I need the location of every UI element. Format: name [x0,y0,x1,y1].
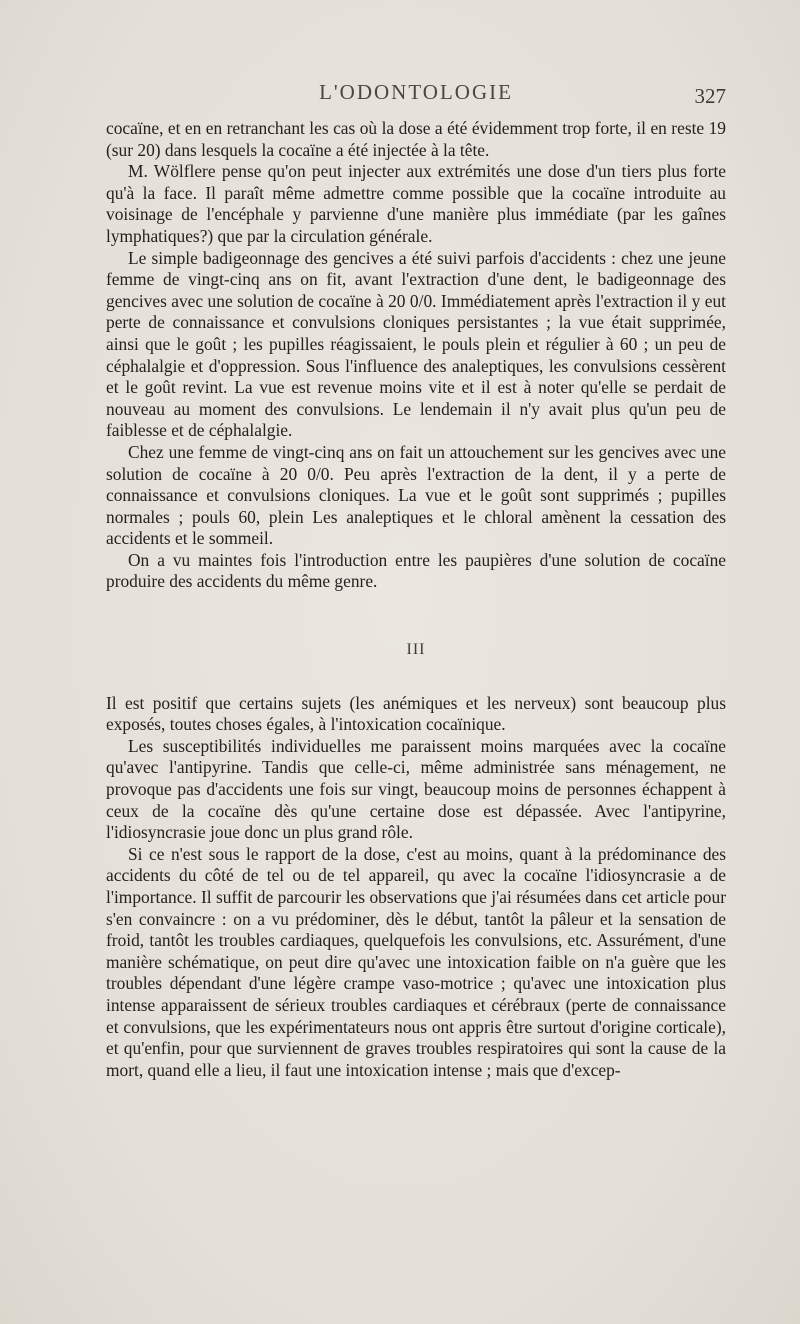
paragraph: Chez une femme de vingt-cinq ans on fait un attouchement sur les gencives avec une solution de cocaïne à 20 0/0. Peu après l'extraction de la dent, il y a perte de connaissance et convulsions cloniques. La vue et le goût sont supprimés ; pupilles normales ; pouls 60, plein Les analeptiques et le chloral amènent la cessation des accidents et le sommeil. [106,441,726,549]
paragraph: Il est positif que certains sujets (les anémiques et les nerveux) sont beaucoup plus exposés, toutes choses égales, à l'intoxication cocaïnique. [106,692,726,735]
paragraph: cocaïne, et en en retranchant les cas où la dose a été évidemment trop forte, il en reste 19 (sur 20) dans lesquels la cocaïne a été injectée à la tête. [106,118,726,160]
paragraph: M. Wölflere pense qu'on peut injecter aux extrémités une dose d'un tiers plus forte qu'à la face. Il paraît même admettre comme possible que la cocaïne introduite au voisinage de l'encéphale y parvienne d'une manière plus immédiate (par les gaînes lymphatiques?) que par la circulation générale. [106,161,726,246]
body-text [106,118,726,1081]
paragraph: On a vu maintes fois l'introduction entre les paupières d'une solution de cocaïne produire des accidents du même genre. [106,549,726,592]
journal-title: L'ODONTOLOGIE [319,80,513,104]
paragraph: Le simple badigeonnage des gencives a été suivi parfois d'accidents : chez une jeune femme de vingt-cinq ans on fit, avant l'extraction d'une dent, le badigeonnage des gencives avec une solution de cocaïne à 20 0/0. Immédiatement après l'extraction il y eut perte de connaissance et convulsions cloniques persistantes ; la vue était supprimée, ainsi que le goût ; les pupilles réagissaient, le pouls plein et régulier à 60 ; un peu de céphalalgie et d'oppression. Sous l'influence des analeptiques, les convulsions cessèrent et le goût revint. La vue est revenue moins vite et il est à noter qu'elle se perdait de nouveau au moment des convulsions. Le lendemain il n'y avait plus qu'un peu de faiblesse et de céphalalgie. [106,247,726,441]
page-number: 327 [694,84,726,108]
running-header [106,80,726,110]
paragraph: Les susceptibilités individuelles me paraissent moins marquées avec la cocaïne qu'avec l'antipyrine. Tandis que celle-ci, même administrée sans ménagement, ne provoque pas d'accidents une fois sur vingt, beaucoup moins de personnes échappent à ceux de la cocaïne dès qu'une certaine dose est dépassée. Avec l'antipyrine, l'idiosyncrasie joue donc un plus grand rôle. [106,735,726,843]
paragraph: Si ce n'est sous le rapport de la dose, c'est au moins, quant à la prédominance des accidents du côté de tel ou de tel appareil, qu avec la cocaïne l'idiosyncrasie a de l'importance. Il suffit de parcourir les observations que j'ai résumées dans cet article pour s'en convaincre : on a vu prédominer, dès le début, tantôt la pâleur et la sensation de froid, tantôt les troubles cardiaques, quelquefois les convulsions, etc. Assurément, d'une manière schématique, on peut dire qu'avec une intoxication faible on n'a guère que les troubles dépendant d'une légère crampe vaso-motrice ; qu'avec une intoxication plus intense apparaissent de sérieux troubles cardiaques et cérébraux (perte de connaissance et convulsions, que les expérimentateurs nous ont appris être surtout d'origine corticale), et qu'enfin, pour que surviennent de graves troubles respiratoires qui sont la cause de la mort, quand elle a lieu, il faut une intoxication intense ; mais que d'excep- [106,843,726,1080]
section-heading: III [406,641,426,659]
